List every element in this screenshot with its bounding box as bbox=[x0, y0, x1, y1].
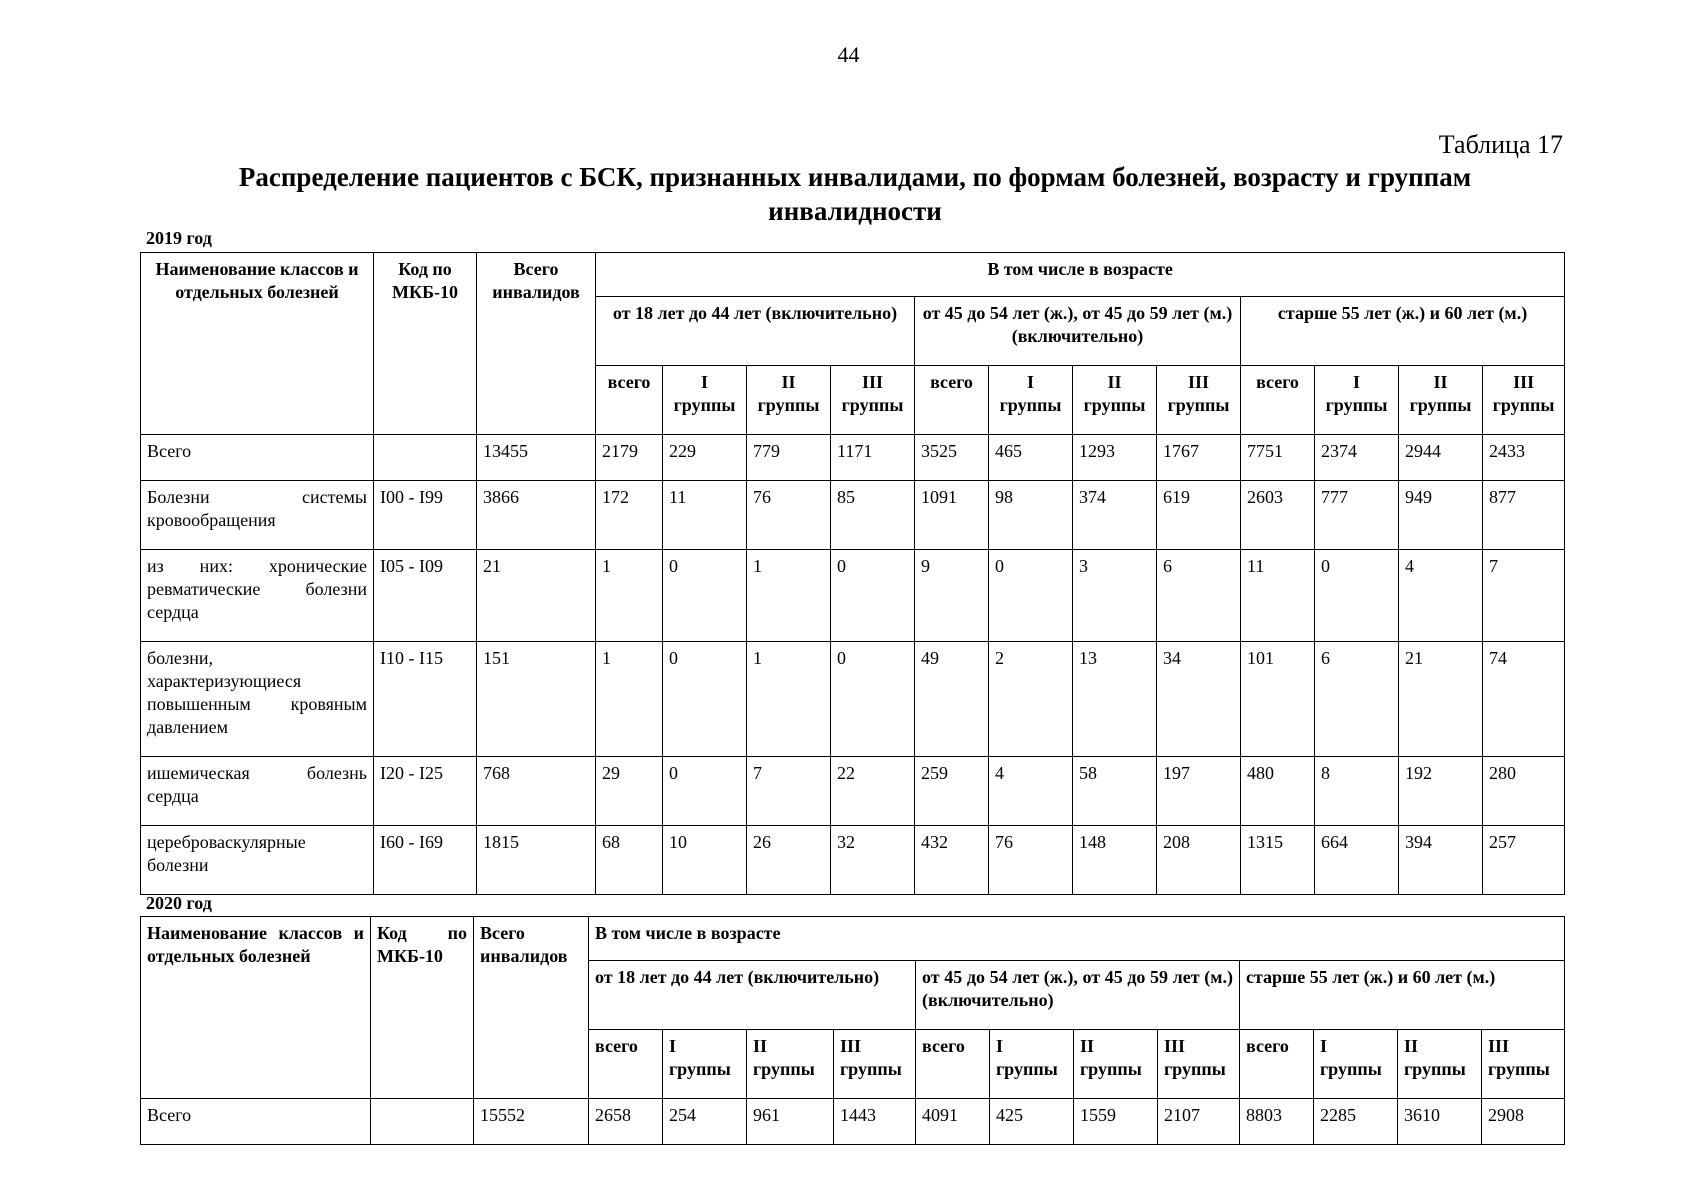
subheader-group-1: I группы bbox=[989, 366, 1073, 435]
row-code bbox=[374, 435, 477, 481]
row-value: 32 bbox=[831, 826, 915, 895]
header-age-range-45-59: от 45 до 54 лет (ж.), от 45 до 59 лет (м.) (включительно) bbox=[915, 297, 1241, 366]
row-value: 2603 bbox=[1241, 481, 1315, 550]
row-value: 779 bbox=[747, 435, 831, 481]
row-value: 6 bbox=[1157, 550, 1241, 642]
row-total: 1815 bbox=[477, 826, 596, 895]
header-code: Код по МКБ-10 bbox=[371, 917, 474, 1099]
table-label: Таблица 17 bbox=[1438, 130, 1563, 159]
row-value: 961 bbox=[747, 1099, 834, 1145]
row-value: 1 bbox=[596, 642, 663, 757]
row-value: 29 bbox=[596, 757, 663, 826]
subheader-all: всего bbox=[589, 1030, 663, 1099]
row-value: 3525 bbox=[915, 435, 989, 481]
row-value: 10 bbox=[663, 826, 747, 895]
row-value: 254 bbox=[663, 1099, 747, 1145]
subheader-group-1: I группы bbox=[1315, 366, 1399, 435]
row-value: 480 bbox=[1241, 757, 1315, 826]
subheader-group-3: III группы bbox=[1157, 366, 1241, 435]
row-value: 68 bbox=[596, 826, 663, 895]
row-value: 425 bbox=[990, 1099, 1074, 1145]
table-row bbox=[141, 435, 1565, 481]
row-value: 4 bbox=[1399, 550, 1483, 642]
row-name: Всего bbox=[141, 1099, 371, 1145]
row-value: 4091 bbox=[916, 1099, 990, 1145]
row-value: 98 bbox=[989, 481, 1073, 550]
subheader-group-3: III группы bbox=[831, 366, 915, 435]
row-total: 21 bbox=[477, 550, 596, 642]
row-value: 76 bbox=[989, 826, 1073, 895]
row-value: 664 bbox=[1315, 826, 1399, 895]
row-value: 2433 bbox=[1483, 435, 1565, 481]
row-value: 465 bbox=[989, 435, 1073, 481]
header-age-group: В том числе в возрасте bbox=[589, 917, 1565, 961]
row-code: I05 - I09 bbox=[374, 550, 477, 642]
row-value: 197 bbox=[1157, 757, 1241, 826]
subheader-group-3: III группы bbox=[1482, 1030, 1565, 1099]
subheader-all: всего bbox=[1241, 366, 1315, 435]
row-value: 0 bbox=[831, 642, 915, 757]
row-value: 26 bbox=[747, 826, 831, 895]
row-name: болезни, характеризующиеся повышенным кровяным давлением bbox=[141, 642, 374, 757]
year-label-2019: 2019 год bbox=[146, 228, 212, 248]
row-value: 3610 bbox=[1398, 1099, 1482, 1145]
subheader-group-2: II группы bbox=[1074, 1030, 1158, 1099]
row-value: 259 bbox=[915, 757, 989, 826]
row-code: I00 - I99 bbox=[374, 481, 477, 550]
subheader-group-3: III группы bbox=[834, 1030, 916, 1099]
row-value: 2658 bbox=[589, 1099, 663, 1145]
row-total: 13455 bbox=[477, 435, 596, 481]
row-value: 172 bbox=[596, 481, 663, 550]
row-value: 8 bbox=[1315, 757, 1399, 826]
row-name: из них: хронические ревматические болезни сердца bbox=[141, 550, 374, 642]
row-value: 6 bbox=[1315, 642, 1399, 757]
header-name: Наименование классов и отдельных болезней bbox=[141, 917, 371, 1099]
table-2019 bbox=[140, 252, 1565, 895]
row-name: цереброваскулярные болезни bbox=[141, 826, 374, 895]
document-title: Распределение пациентов с БСК, признанных инвалидами, по формам болезней, возрасту и группам инвалидности bbox=[238, 162, 1472, 226]
subheader-group-3: III группы bbox=[1158, 1030, 1240, 1099]
row-name: ишемическая болезнь сердца bbox=[141, 757, 374, 826]
row-value: 0 bbox=[663, 550, 747, 642]
row-value: 11 bbox=[663, 481, 747, 550]
row-value: 76 bbox=[747, 481, 831, 550]
row-value: 257 bbox=[1483, 826, 1565, 895]
page-number: 44 bbox=[837, 42, 860, 67]
row-value: 1315 bbox=[1241, 826, 1315, 895]
row-value: 7751 bbox=[1241, 435, 1315, 481]
header-total: Всего инвалидов bbox=[477, 253, 596, 435]
header-age-range-45-59: от 45 до 54 лет (ж.), от 45 до 59 лет (м.) (включительно) bbox=[916, 961, 1240, 1030]
row-value: 21 bbox=[1399, 642, 1483, 757]
subheader-group-2: II группы bbox=[1073, 366, 1157, 435]
subheader-group-3: III группы bbox=[1483, 366, 1565, 435]
row-value: 619 bbox=[1157, 481, 1241, 550]
row-value: 2944 bbox=[1399, 435, 1483, 481]
subheader-all: всего bbox=[916, 1030, 990, 1099]
table-row bbox=[141, 481, 1565, 550]
header-age-range-55-60-plus: старше 55 лет (ж.) и 60 лет (м.) bbox=[1241, 297, 1565, 366]
header-total: Всего инвалидов bbox=[474, 917, 589, 1099]
row-value: 0 bbox=[663, 642, 747, 757]
row-value: 0 bbox=[831, 550, 915, 642]
row-value: 2374 bbox=[1315, 435, 1399, 481]
row-value: 11 bbox=[1241, 550, 1315, 642]
row-total: 15552 bbox=[474, 1099, 589, 1145]
row-total: 151 bbox=[477, 642, 596, 757]
row-value: 0 bbox=[663, 757, 747, 826]
row-value: 148 bbox=[1073, 826, 1157, 895]
row-name: Всего bbox=[141, 435, 374, 481]
subheader-group-1: I группы bbox=[663, 1030, 747, 1099]
subheader-all: всего bbox=[915, 366, 989, 435]
row-name: Болезни системы кровообращения bbox=[141, 481, 374, 550]
header-name: Наименование классов и отдельных болезней bbox=[141, 253, 374, 435]
row-value: 394 bbox=[1399, 826, 1483, 895]
row-value: 877 bbox=[1483, 481, 1565, 550]
row-value: 777 bbox=[1315, 481, 1399, 550]
row-value: 2179 bbox=[596, 435, 663, 481]
row-value: 4 bbox=[989, 757, 1073, 826]
row-value: 1 bbox=[747, 642, 831, 757]
subheader-group-2: II группы bbox=[747, 366, 831, 435]
subheader-group-1: I группы bbox=[1314, 1030, 1398, 1099]
row-code bbox=[371, 1099, 474, 1145]
subheader-group-1: I группы bbox=[990, 1030, 1074, 1099]
row-value: 74 bbox=[1483, 642, 1565, 757]
table-row bbox=[141, 550, 1565, 642]
row-code: I60 - I69 bbox=[374, 826, 477, 895]
subheader-group-2: II группы bbox=[1398, 1030, 1482, 1099]
row-value: 1171 bbox=[831, 435, 915, 481]
table-row bbox=[141, 757, 1565, 826]
row-value: 0 bbox=[989, 550, 1073, 642]
row-value: 0 bbox=[1315, 550, 1399, 642]
table-row bbox=[141, 826, 1565, 895]
header-age-range-55-60-plus: старше 55 лет (ж.) и 60 лет (м.) bbox=[1240, 961, 1565, 1030]
row-value: 2107 bbox=[1158, 1099, 1240, 1145]
row-value: 3 bbox=[1073, 550, 1157, 642]
row-value: 9 bbox=[915, 550, 989, 642]
row-value: 13 bbox=[1073, 642, 1157, 757]
row-value: 1767 bbox=[1157, 435, 1241, 481]
row-code: I10 - I15 bbox=[374, 642, 477, 757]
row-value: 7 bbox=[1483, 550, 1565, 642]
row-value: 192 bbox=[1399, 757, 1483, 826]
row-value: 208 bbox=[1157, 826, 1241, 895]
row-value: 1 bbox=[747, 550, 831, 642]
subheader-group-1: I группы bbox=[663, 366, 747, 435]
year-label-2020: 2020 год bbox=[146, 893, 212, 913]
subheader-all: всего bbox=[1240, 1030, 1314, 1099]
table-row bbox=[141, 642, 1565, 757]
table-row bbox=[141, 1099, 1565, 1145]
row-code: I20 - I25 bbox=[374, 757, 477, 826]
header-code: Код по МКБ-10 bbox=[374, 253, 477, 435]
row-total: 768 bbox=[477, 757, 596, 826]
row-value: 2 bbox=[989, 642, 1073, 757]
row-value: 58 bbox=[1073, 757, 1157, 826]
row-value: 85 bbox=[831, 481, 915, 550]
header-age-range-18-44: от 18 лет до 44 лет (включительно) bbox=[589, 961, 916, 1030]
row-value: 374 bbox=[1073, 481, 1157, 550]
row-value: 1559 bbox=[1074, 1099, 1158, 1145]
subheader-all: всего bbox=[596, 366, 663, 435]
row-value: 280 bbox=[1483, 757, 1565, 826]
header-age-range-18-44: от 18 лет до 44 лет (включительно) bbox=[596, 297, 915, 366]
row-value: 8803 bbox=[1240, 1099, 1314, 1145]
table-2020 bbox=[140, 916, 1565, 1145]
row-value: 949 bbox=[1399, 481, 1483, 550]
row-total: 3866 bbox=[477, 481, 596, 550]
row-value: 1091 bbox=[915, 481, 989, 550]
header-age-group: В том числе в возрасте bbox=[596, 253, 1565, 297]
row-value: 22 bbox=[831, 757, 915, 826]
row-value: 229 bbox=[663, 435, 747, 481]
row-value: 7 bbox=[747, 757, 831, 826]
subheader-group-2: II группы bbox=[747, 1030, 834, 1099]
row-value: 2908 bbox=[1482, 1099, 1565, 1145]
row-value: 34 bbox=[1157, 642, 1241, 757]
row-value: 101 bbox=[1241, 642, 1315, 757]
subheader-group-2: II группы bbox=[1399, 366, 1483, 435]
row-value: 1443 bbox=[834, 1099, 916, 1145]
row-value: 1 bbox=[596, 550, 663, 642]
row-value: 49 bbox=[915, 642, 989, 757]
row-value: 1293 bbox=[1073, 435, 1157, 481]
row-value: 2285 bbox=[1314, 1099, 1398, 1145]
row-value: 432 bbox=[915, 826, 989, 895]
